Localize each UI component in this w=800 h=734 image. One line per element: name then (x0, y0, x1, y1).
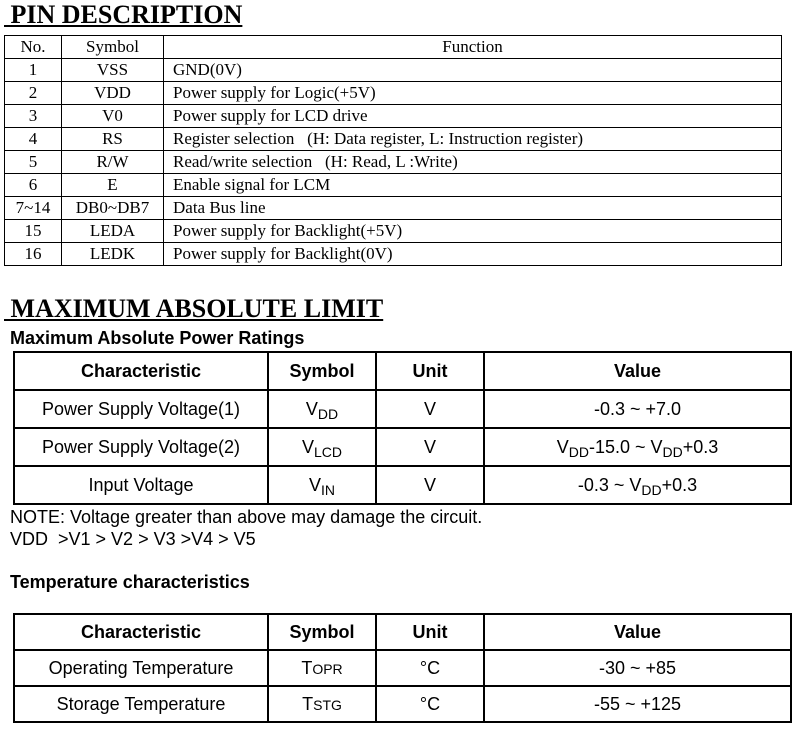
pin-function: Power supply for Backlight(+5V) (164, 220, 782, 243)
value-text: -0.3 ~ +7.0 (593, 398, 682, 419)
symbol-main: V (308, 474, 321, 495)
temperature-subtitle: Temperature characteristics (10, 572, 250, 592)
header-value: Value (484, 352, 791, 390)
symbol-subscript: DD (317, 405, 339, 422)
header-no: No. (5, 36, 62, 59)
symbol-cell (268, 390, 376, 428)
value-text: +0.3 (661, 474, 698, 495)
max-absolute-limit-title: MAXIMUM ABSOLUTE LIMIT (4, 294, 384, 323)
value-text: -0.3 ~ V (577, 474, 642, 495)
ratings-header-row (14, 352, 791, 390)
header-characteristic: Characteristic (14, 614, 268, 650)
pin-function: Register selection (H: Data register, L: Instruction register) (164, 128, 782, 151)
pin-no: 16 (5, 243, 62, 266)
table-row (14, 390, 791, 428)
header-symbol: Symbol (268, 352, 376, 390)
value-text: -15.0 ~ V (588, 436, 663, 457)
pin-no: 15 (5, 220, 62, 243)
pin-no: 1 (5, 59, 62, 82)
header-function: Function (164, 36, 782, 59)
damage-note: NOTE: Voltage greater than above may damage the circuit. (10, 507, 483, 527)
pin-no: 4 (5, 128, 62, 151)
characteristic-cell: Input Voltage (14, 466, 268, 504)
value-cell: -30 ~ +85 (484, 650, 791, 686)
table-row (5, 82, 782, 105)
pin-symbol: R/W (62, 151, 164, 174)
pin-function: Power supply for Backlight(0V) (164, 243, 782, 266)
pin-description-table (4, 35, 782, 266)
pin-function: Power supply for LCD drive (164, 105, 782, 128)
table-row (5, 59, 782, 82)
symbol-cell (268, 428, 376, 466)
table-row (14, 466, 791, 504)
header-unit: Unit (376, 614, 484, 650)
pin-symbol: LEDK (62, 243, 164, 266)
value-subscript: DD (641, 481, 662, 498)
ratings-subtitle: Maximum Absolute Power Ratings (10, 328, 305, 348)
value-cell (484, 390, 791, 428)
value-cell: -55 ~ +125 (484, 686, 791, 722)
temperature-table (13, 613, 792, 723)
pin-no: 6 (5, 174, 62, 197)
temp-header-row (14, 614, 791, 650)
pin-no: 2 (5, 82, 62, 105)
symbol-cell (268, 686, 376, 722)
symbol-main: V (301, 436, 314, 457)
value-cell (484, 466, 791, 504)
header-unit: Unit (376, 352, 484, 390)
characteristic-cell: Power Supply Voltage(2) (14, 428, 268, 466)
table-row (14, 650, 791, 686)
symbol-cell (268, 466, 376, 504)
pin-table-header-row (5, 36, 782, 59)
voltage-order-note: VDD >V1 > V2 > V3 >V4 > V5 (10, 529, 256, 549)
pin-symbol: DB0~DB7 (62, 197, 164, 220)
pin-symbol: LEDA (62, 220, 164, 243)
pin-function: Data Bus line (164, 197, 782, 220)
symbol-main: T (301, 657, 313, 678)
characteristic-cell: Storage Temperature (14, 686, 268, 722)
header-symbol: Symbol (268, 614, 376, 650)
table-row (5, 243, 782, 266)
pin-description-title: PIN DESCRIPTION (4, 0, 243, 29)
pin-symbol: VSS (62, 59, 164, 82)
table-row (5, 128, 782, 151)
table-row (14, 686, 791, 722)
symbol-main: V (305, 398, 318, 419)
pin-no: 7~14 (5, 197, 62, 220)
table-row (5, 105, 782, 128)
characteristic-cell: Operating Temperature (14, 650, 268, 686)
pin-function: Read/write selection (H: Read, L :Write) (164, 151, 782, 174)
symbol-smallcaps: OPR (312, 660, 343, 677)
value-text: +0.3 (682, 436, 719, 457)
pin-symbol: V0 (62, 105, 164, 128)
table-row (5, 151, 782, 174)
value-cell (484, 428, 791, 466)
power-ratings-table (13, 351, 792, 505)
header-value: Value (484, 614, 791, 650)
table-row (5, 220, 782, 243)
value-subscript: DD (568, 443, 589, 460)
table-row (5, 174, 782, 197)
pin-symbol: VDD (62, 82, 164, 105)
characteristic-cell: Power Supply Voltage(1) (14, 390, 268, 428)
unit-cell: V (376, 390, 484, 428)
unit-cell: °C (376, 650, 484, 686)
symbol-main: T (302, 693, 314, 714)
pin-no: 3 (5, 105, 62, 128)
symbol-cell (268, 650, 376, 686)
header-characteristic: Characteristic (14, 352, 268, 390)
value-text: V (556, 436, 569, 457)
table-row (14, 428, 791, 466)
pin-symbol: RS (62, 128, 164, 151)
symbol-subscript: LCD (314, 443, 343, 460)
unit-cell: V (376, 428, 484, 466)
unit-cell: °C (376, 686, 484, 722)
pin-function: Enable signal for LCM (164, 174, 782, 197)
pin-function: GND(0V) (164, 59, 782, 82)
header-symbol: Symbol (62, 36, 164, 59)
pin-symbol: E (62, 174, 164, 197)
symbol-subscript: IN (321, 481, 335, 498)
symbol-smallcaps: STG (313, 696, 342, 713)
value-subscript: DD (662, 443, 683, 460)
table-row (5, 197, 782, 220)
unit-cell: V (376, 466, 484, 504)
pin-no: 5 (5, 151, 62, 174)
pin-function: Power supply for Logic(+5V) (164, 82, 782, 105)
